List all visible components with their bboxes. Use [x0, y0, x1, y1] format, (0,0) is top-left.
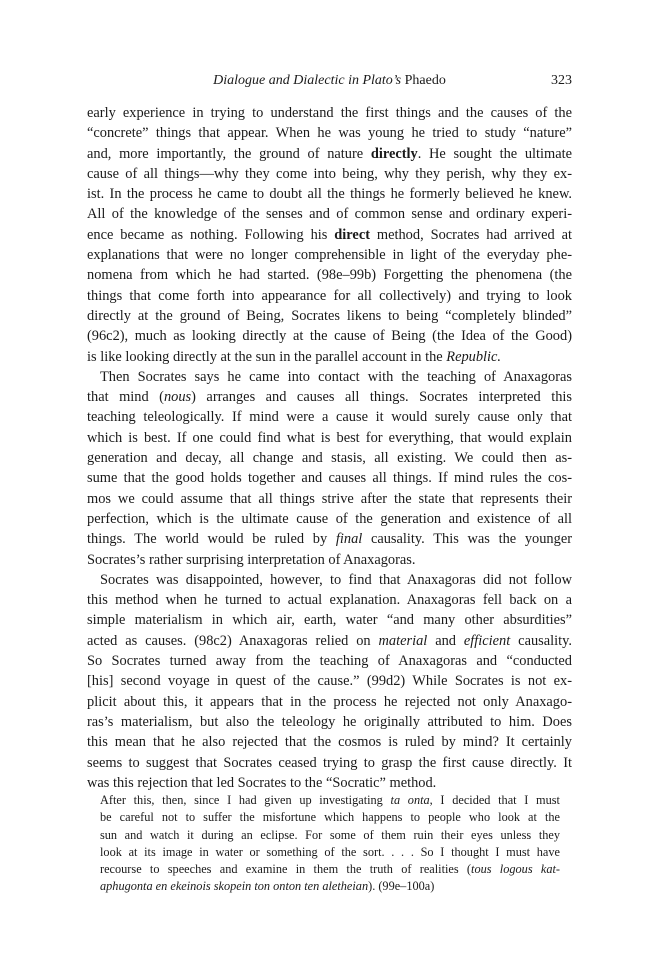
text-segment: mos we could assume that all things strive after the state that represents their: [87, 490, 572, 507]
text-line: [87, 225, 572, 245]
italic-text: Republic.: [446, 348, 502, 365]
text-segment: teaching teleologically. If mind were a cause it would surely cause only that: [87, 409, 572, 426]
text-line: [87, 692, 572, 712]
quote-line: [100, 844, 560, 861]
text-segment: . He sought the ultimate: [417, 145, 572, 162]
text-line: [87, 712, 572, 732]
text-line: [87, 610, 572, 630]
text-segment: causality. This was the younger: [362, 531, 572, 548]
text-line: [87, 326, 572, 346]
text-line: [87, 671, 572, 691]
text-line: [87, 509, 572, 529]
text-line: [87, 204, 572, 224]
quote-line: [100, 878, 560, 895]
text-line: [87, 428, 572, 448]
text-segment: be careful not to suffer the misfortune which happens to people who look at the: [100, 810, 560, 825]
text-segment: ras’s materialism, but also the teleology he originally attributed to him. Does: [87, 713, 572, 730]
text-segment: this mean that he also rejected that the cosmos is ruled by mind? It certainly: [87, 734, 572, 751]
text-line: [87, 529, 572, 549]
text-segment: [his] second voyage in quest of the cause.” (99d2) While Socrates is not ex-: [87, 673, 572, 690]
text-segment: causality.: [510, 632, 572, 649]
text-segment: was this rejection that led Socrates to the “Socratic” method.: [87, 774, 437, 791]
running-title-italic: Dialogue and Dialectic in Plato’s: [213, 73, 402, 88]
text-segment: Socrates was disappointed, however, to find that Anaxagoras did not follow: [100, 571, 572, 588]
text-line: [87, 448, 572, 468]
italic-text: nous: [163, 389, 192, 406]
text-segment: Then Socrates says he came into contact with the teaching of Anaxagoras: [100, 368, 572, 385]
text-segment: explanations that were no longer comprehensible in light of the everyday phe-: [87, 247, 572, 264]
text-line: [87, 306, 572, 326]
text-segment: this method when he turned to actual explanation. Anaxagoras fell back on a: [87, 592, 572, 609]
text-line: [87, 753, 572, 773]
text-segment: ist. In the process he came to doubt all the things he formerly believed he knew.: [87, 186, 572, 203]
text-line: [87, 651, 572, 671]
text-segment: “concrete” things that appear. When he was young he tried to study “nature”: [87, 125, 572, 142]
text-line: [87, 184, 572, 204]
bold-text: direct: [334, 226, 370, 243]
text-segment: simple materialism in which air, earth, water “and many other absurdities”: [87, 612, 572, 629]
italic-text: tous logous kat-: [471, 862, 560, 877]
italic-text: ta onta: [390, 793, 430, 807]
text-segment: sume that the good holds together and causes all things. If mind rules the cos-: [87, 470, 572, 487]
block-quote: [100, 792, 560, 896]
text-segment: and, more importantly, the ground of nature: [87, 145, 371, 162]
text-segment: plicit about this, it appears that in the process he rejected not only Anaxago-: [87, 693, 572, 710]
text-line: [87, 367, 572, 387]
bold-text: directly: [370, 145, 418, 162]
text-segment: is like looking directly at the sun in the parallel account in the: [87, 348, 447, 365]
text-segment: recourse to speeches and examine in them the truth of realities (: [100, 862, 472, 877]
page-number: 323: [551, 73, 572, 88]
text-segment: So Socrates turned away from the teaching of Anaxagoras and “conducted: [87, 653, 572, 670]
text-line: [87, 489, 572, 509]
text-line: [87, 387, 572, 407]
text-segment: directly at the ground of Being, Socrates likens to being “completely blinded”: [87, 307, 572, 324]
italic-text: efficient: [463, 632, 511, 649]
text-segment: things that come forth into appearance for all collectively) and trying to look: [87, 287, 572, 304]
text-segment: (96c2), much as looking directly at the cause of Being (the Idea of the Good): [87, 328, 572, 345]
text-line: [87, 570, 572, 590]
text-line: [87, 407, 572, 427]
text-line: [87, 550, 572, 570]
text-line: [87, 468, 572, 488]
text-line: [87, 103, 572, 123]
text-segment: , I decided that I must: [429, 793, 560, 807]
text-segment: ). (99e–100a): [368, 879, 435, 894]
text-segment: All of the knowledge of the senses and of common sense and ordinary experi-: [87, 206, 572, 223]
text-segment: and: [427, 632, 464, 649]
italic-text: material: [378, 632, 428, 649]
italic-text: aphugonta en ekeinois skopein ton onton ten aletheian: [100, 879, 369, 894]
text-segment: nomena from which he had started. (98e–99b) Forgetting the phenomena (the: [87, 267, 572, 284]
quote-line: [100, 827, 560, 844]
text-line: [87, 123, 572, 143]
running-title-roman: Phaedo: [401, 73, 446, 88]
text-line: [87, 265, 572, 285]
text-line: [87, 773, 572, 793]
text-segment: seems to suggest that Socrates ceased trying to grasp the first cause directly. It: [87, 754, 572, 771]
text-line: [87, 164, 572, 184]
text-line: [87, 732, 572, 752]
text-segment: perfection, which is the ultimate cause of the generation and existence of all: [87, 510, 572, 527]
text-segment: sun and watch it during an eclipse. For some of them ruin their eyes unless they: [100, 827, 560, 842]
text-segment: early experience in trying to understand the first things and the causes of the: [87, 105, 572, 121]
text-line: [87, 286, 572, 306]
text-line: [87, 347, 572, 367]
text-segment: ence became as nothing. Following his: [87, 226, 335, 243]
text-segment: things. The world would be ruled by: [87, 531, 336, 548]
body-text: [87, 103, 572, 793]
text-line: [87, 590, 572, 610]
running-title: [87, 73, 572, 89]
text-segment: ) arranges and causes all things. Socrates interpreted this: [191, 389, 572, 406]
quote-line: [100, 861, 560, 878]
text-segment: method, Socrates had arrived at: [370, 226, 572, 243]
quote-line: [100, 809, 560, 826]
text-segment: acted as causes. (98c2) Anaxagoras relied on: [87, 632, 379, 649]
text-segment: that mind (: [87, 389, 164, 406]
text-line: [87, 631, 572, 651]
text-segment: cause of all things—why they come into being, why they perish, why they ex-: [87, 165, 572, 182]
quote-line: [100, 792, 560, 809]
text-segment: which is best. If one could find what is best for everything, that would explain: [87, 429, 572, 446]
text-line: [87, 144, 572, 164]
text-segment: Socrates’s rather surprising interpretation of Anaxagoras.: [87, 551, 416, 568]
text-segment: look at its image in water or something of the sort. . . . So I thought I must have: [100, 844, 560, 859]
text-segment: After this, then, since I had given up investigating: [100, 793, 391, 807]
text-line: [87, 245, 572, 265]
text-segment: generation and decay, all change and stasis, all existing. We could then as-: [87, 450, 572, 467]
italic-text: final: [335, 531, 363, 548]
